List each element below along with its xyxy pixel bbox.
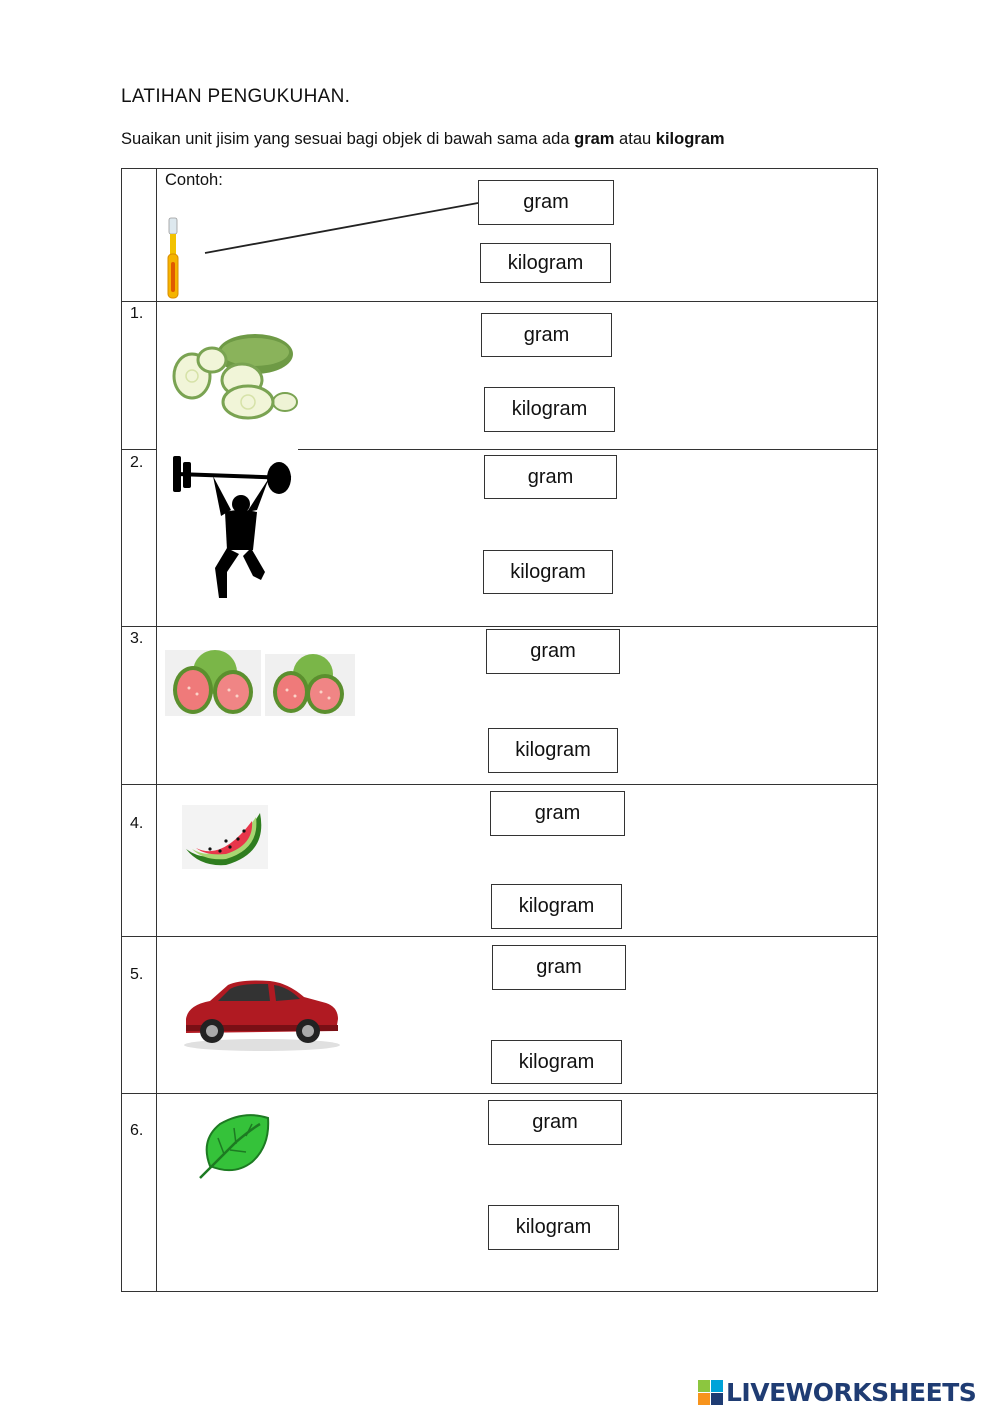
row-number: 5. bbox=[130, 966, 144, 983]
row-number: 3. bbox=[130, 630, 144, 647]
row1-gram-option[interactable]: gram bbox=[481, 313, 612, 357]
weightlifter-icon bbox=[165, 450, 295, 602]
example-kilogram-option[interactable]: kilogram bbox=[480, 243, 611, 283]
example-gram-option[interactable]: gram bbox=[478, 180, 614, 225]
row2-gram-option[interactable]: gram bbox=[484, 455, 617, 499]
row6-kilogram-option[interactable]: kilogram bbox=[488, 1205, 619, 1250]
liveworksheets-wordmark: LIVEWORKSHEETS bbox=[726, 1378, 977, 1407]
guava-icon bbox=[165, 648, 355, 718]
liveworksheets-logo-icon bbox=[698, 1380, 724, 1406]
row3-gram-option[interactable]: gram bbox=[486, 629, 620, 674]
row-number: 6. bbox=[130, 1122, 144, 1139]
unit-kilogram-bold: kilogram bbox=[655, 130, 725, 148]
car-icon bbox=[180, 975, 342, 1055]
row3-kilogram-option[interactable]: kilogram bbox=[488, 728, 618, 773]
row5-gram-option[interactable]: gram bbox=[492, 945, 626, 990]
row4-gram-option[interactable]: gram bbox=[490, 791, 625, 836]
cucumber-icon bbox=[170, 330, 300, 422]
example-label: Contoh: bbox=[165, 171, 223, 189]
leaf-icon bbox=[196, 1112, 272, 1182]
row-number: 2. bbox=[130, 454, 144, 471]
liveworksheets-logo bbox=[698, 1378, 976, 1407]
row2-kilogram-option[interactable]: kilogram bbox=[483, 550, 613, 594]
row5-kilogram-option[interactable]: kilogram bbox=[491, 1040, 622, 1084]
row-number: 4. bbox=[130, 815, 144, 832]
row6-gram-option[interactable]: gram bbox=[488, 1100, 622, 1145]
watermelon-icon bbox=[182, 805, 268, 869]
instruction-text: Suaikan unit jisim yang sesuai bagi objek di bawah sama ada gram atau kilogram bbox=[121, 130, 725, 148]
unit-gram-bold: gram bbox=[574, 130, 615, 148]
row1-kilogram-option[interactable]: kilogram bbox=[484, 387, 615, 432]
worksheet-title: LATIHAN PENGUKUHAN. bbox=[121, 86, 351, 107]
row4-kilogram-option[interactable]: kilogram bbox=[491, 884, 622, 929]
row-number: 1. bbox=[130, 305, 144, 322]
